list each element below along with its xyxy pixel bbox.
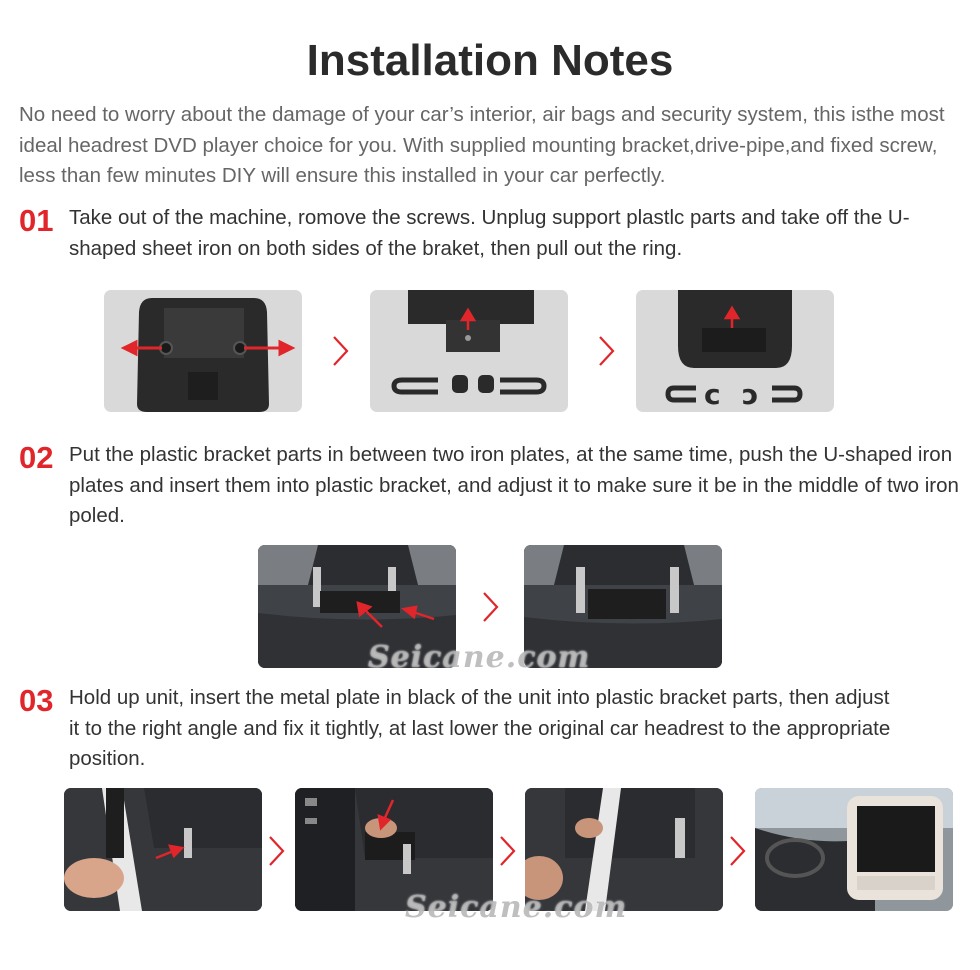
step-2-text: Put the plastic bracket parts in between two iron plates, at the same time, push the U-shaped iron plates and insert them into plastic bracket, and adjust it to make sure it be in the middle of two iron poled. bbox=[69, 443, 959, 527]
chevron-right-icon bbox=[330, 334, 352, 368]
chevron-right-icon bbox=[727, 834, 749, 868]
step-1-photo-3 bbox=[636, 290, 834, 412]
step-1-number: 01 bbox=[19, 203, 54, 238]
page-title: Installation Notes bbox=[306, 36, 674, 85]
step-3-text: Hold up unit, insert the metal plate in black of the unit into plastic bracket parts, then adjust it to the right angle and fix it tightly, at last lower the original car headrest to the appropriate position. bbox=[69, 686, 891, 770]
step-3-photo-1 bbox=[64, 788, 262, 911]
chevron-right-icon bbox=[596, 334, 618, 368]
intro-paragraph: No need to worry about the damage of your car’s interior, air bags and security system, this isthe most ideal headrest DVD player choice for you. With supplied mounting bracket,drive-pipe,and fixed screw, less than few minutes DIY will ensure this installed in your car perfectly. bbox=[19, 103, 945, 187]
watermark: Seicane.com bbox=[368, 640, 591, 675]
step-3-photo-4 bbox=[755, 788, 953, 911]
chevron-right-icon bbox=[480, 590, 502, 624]
step-3-number: 03 bbox=[19, 683, 54, 718]
watermark: Seicane.com bbox=[405, 890, 628, 925]
step-1-photo-1 bbox=[104, 290, 302, 412]
svg-text:ɔ: ɔ bbox=[742, 378, 759, 411]
step-1-text: Take out of the machine, romove the screws. Unplug support plastlc parts and take off the U-shaped sheet iron on both sides of the braket, then pull out the ring. bbox=[69, 206, 910, 260]
step-1-photo-2 bbox=[370, 290, 568, 412]
step-2-number: 02 bbox=[19, 440, 54, 475]
chevron-right-icon bbox=[497, 834, 519, 868]
svg-text:c: c bbox=[704, 378, 721, 411]
chevron-right-icon bbox=[266, 834, 288, 868]
